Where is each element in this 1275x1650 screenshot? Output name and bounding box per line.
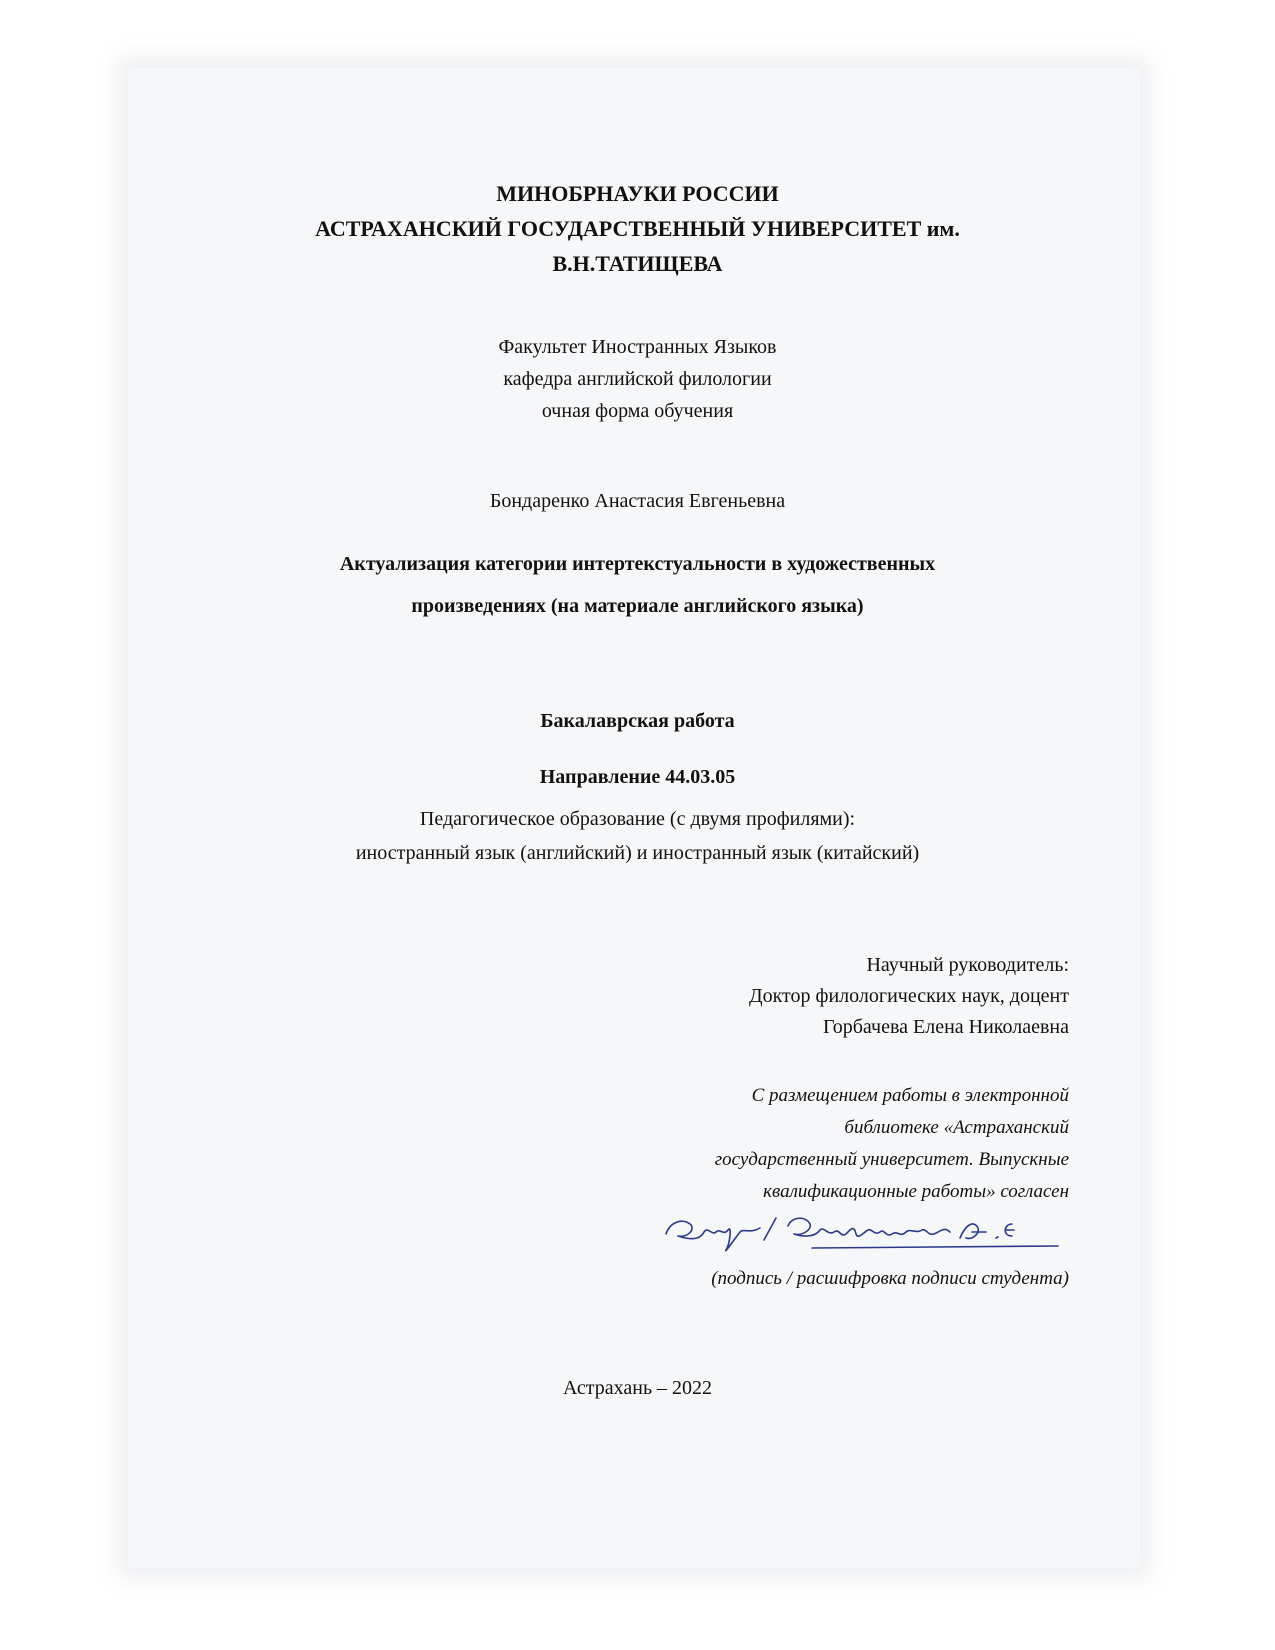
handwritten-signature (660, 1210, 1080, 1260)
university-name-line2: В.Н.ТАТИЩЕВА (552, 251, 723, 276)
ministry-name: МИНОБРНАУКИ РОССИИ (496, 181, 779, 206)
consent-line2: библиотеке «Астраханский (844, 1117, 1069, 1138)
supervisor-block (749, 950, 1069, 1043)
supervisor-label: Научный руководитель: (866, 954, 1069, 976)
university-name-line1: АСТРАХАНСКИЙ ГОСУДАРСТВЕННЫЙ УНИВЕРСИТЕТ им. (315, 216, 960, 241)
program-line2: иностранный язык (английский) и иностранный язык (китайский) (355, 842, 920, 864)
work-type: Бакалаврская работа (540, 710, 735, 732)
library-consent (715, 1080, 1069, 1208)
department-name: кафедра английской филологии (503, 368, 772, 390)
faculty-name: Факультет Иностранных Языков (498, 336, 777, 358)
author-name: Бондаренко Анастасия Евгеньевна (489, 490, 786, 512)
study-form: очная форма обучения (541, 400, 734, 422)
direction-code: Направление 44.03.05 (539, 766, 736, 788)
consent-line1: С размещением работы в электронной (751, 1085, 1069, 1106)
ministry-header (0, 176, 1275, 281)
consent-line4: квалификационные работы» согласен (763, 1181, 1069, 1202)
faculty-block (0, 331, 1275, 427)
program-line1: Педагогическое образование (с двумя профилями): (419, 808, 856, 830)
thesis-title-line2: произведениях (на материале английского языка) (411, 595, 864, 617)
supervisor-name: Горбачева Елена Николаевна (822, 1016, 1069, 1038)
signature-caption: (подпись / расшифровка подписи студента) (711, 1268, 1069, 1289)
consent-line3: государственный университет. Выпускные (714, 1149, 1069, 1170)
supervisor-degree: Доктор филологических наук, доцент (748, 985, 1069, 1007)
city-year: Астрахань – 2022 (562, 1377, 713, 1399)
program-description (0, 802, 1275, 870)
thesis-title (0, 543, 1275, 627)
thesis-title-line1: Актуализация категории интертекстуальности в художественных (339, 553, 936, 575)
